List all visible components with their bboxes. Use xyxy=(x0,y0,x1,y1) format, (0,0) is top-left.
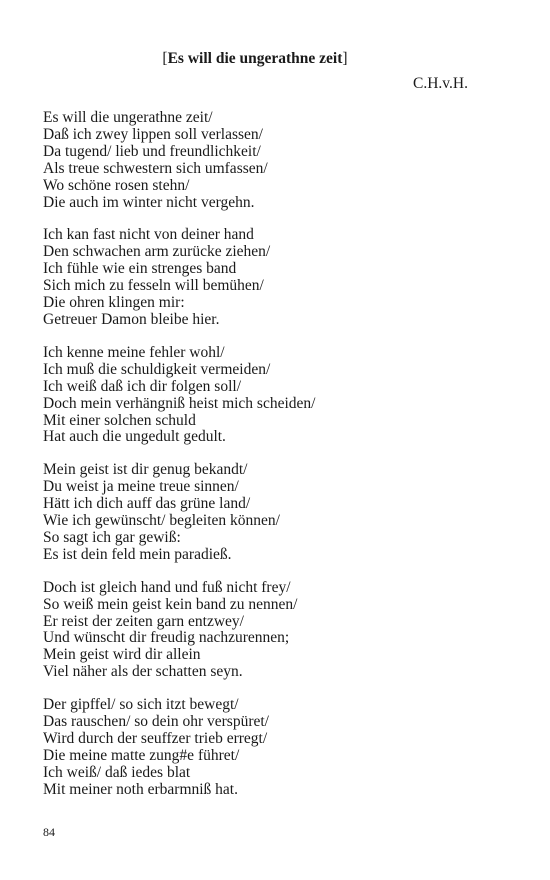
title-bracket-open: [ xyxy=(162,50,168,67)
verse-line: Da tugend/ lieb und freundlichkeit/ xyxy=(43,142,261,160)
verse-line: Doch mein verhängniß heist mich scheiden/ xyxy=(43,394,316,412)
verse-line: So weiß mein geist kein band zu nennen/ xyxy=(43,595,298,613)
verse-line: Ich muß die schuldigkeit vermeiden/ xyxy=(43,360,271,378)
verse-line: Wird durch der seuffzer trieb erregt/ xyxy=(43,730,268,747)
verse-line: Ich kan fast nicht von deiner hand xyxy=(43,226,254,244)
title-bracket-close: ] xyxy=(342,50,348,67)
verse-line: Wie ich gewünscht/ begleiten können/ xyxy=(43,512,280,530)
poem-title xyxy=(0,49,510,69)
stanza-2 xyxy=(43,227,513,328)
verse-line: Ich weiß/ daß iedes blat xyxy=(43,763,191,781)
verse-line: Du weist ja meine treue sinnen/ xyxy=(43,478,239,496)
stanza-1 xyxy=(43,110,513,211)
verse-line: Das rauschen/ so dein ohr verspüret/ xyxy=(43,713,269,731)
verse-line: Wo schöne rosen stehn/ xyxy=(43,176,190,194)
verse-line: Viel näher als der schatten seyn. xyxy=(43,663,243,681)
verse-line: Getreuer Damon bleibe hier. xyxy=(43,310,220,328)
verse-line: Als treue schwestern sich umfassen/ xyxy=(43,159,268,177)
verse-line: So sagt ich gar gewiß: xyxy=(43,528,181,546)
verse-line: Hat auch die ungedult gedult. xyxy=(43,428,226,446)
verse-line: Mit meiner noth erbarmniß hat. xyxy=(43,780,238,798)
verse-line: Und wünscht dir freudig nachzurennen; xyxy=(43,629,290,647)
poem-author: C.H.v.H. xyxy=(413,75,468,92)
stanza-3 xyxy=(43,345,513,446)
verse-line: Mein geist ist dir genug bekandt/ xyxy=(43,461,248,479)
poem-body xyxy=(43,110,513,815)
stanza-6 xyxy=(43,697,513,798)
verse-line: Ich weiß daß ich dir folgen soll/ xyxy=(43,377,242,395)
poem-title-text: Es will die ungerathne zeit xyxy=(167,50,343,67)
verse-line: Hätt ich dich auff das grüne land/ xyxy=(43,495,251,513)
verse-line: Mit einer solchen schuld xyxy=(43,411,196,429)
verse-line: Den schwachen arm zurücke ziehen/ xyxy=(43,243,271,261)
verse-line: Die meine matte zung#e führet/ xyxy=(43,746,240,764)
verse-line: Ich kenne meine fehler wohl/ xyxy=(43,343,225,361)
verse-line: Es ist dein feld mein paradieß. xyxy=(43,545,232,563)
verse-line: Mein geist wird dir allein xyxy=(43,646,201,664)
verse-line: Doch ist gleich hand und fuß nicht frey/ xyxy=(43,578,291,596)
verse-line: Ich fühle wie ein strenges band xyxy=(43,260,237,278)
verse-line: Es will die ungerathne zeit/ xyxy=(43,109,213,126)
verse-line: Er reist der zeiten garn entzwey/ xyxy=(43,612,244,630)
verse-line: Die ohren klingen mir: xyxy=(43,294,185,312)
page-number: 84 xyxy=(43,825,55,839)
stanza-5 xyxy=(43,580,513,681)
verse-line: Der gipffel/ so sich itzt bewegt/ xyxy=(43,696,239,714)
verse-line: Die auch im winter nicht vergehn. xyxy=(43,193,255,211)
stanza-4 xyxy=(43,462,513,563)
verse-line: Sich mich zu fesseln will bemühen/ xyxy=(43,277,264,295)
verse-line: Daß ich zwey lippen soll verlassen/ xyxy=(43,125,263,143)
